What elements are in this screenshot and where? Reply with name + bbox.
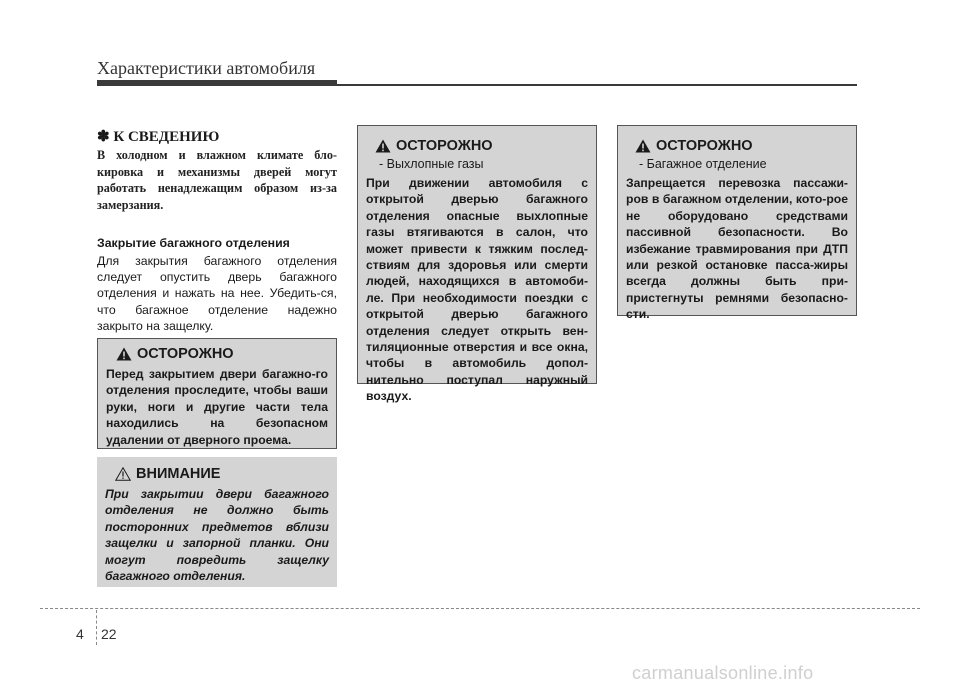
warning-box-exhaust: [357, 125, 597, 404]
warning-box-hands: [97, 338, 337, 449]
warning-passengers-text: Запрещается перевозка пассажи-ров в багажном отделении, кото-рое не оборудовано средствами пассивной безопасности. Во избежание травмирования при ДТП или резкой остановке пасса-жиры всегда должны быть при-пристегнуты ремнями безопасно-сти.: [626, 176, 848, 322]
warning-hands-title: ОСТОРОЖНО: [137, 346, 234, 362]
warning-passengers-title: ОСТОРОЖНО: [656, 138, 753, 154]
header-rule-thick: [97, 80, 337, 86]
warning-exhaust-text: При движении автомобиля с открытой дверью багажного отделения опасные выхлопные газы втягиваются в салон, что может привести к тяжким послед-ствиям для здоровья или смерти людей, находящихся в автомоби-ле. При необходимости поездки с открытой дверью багажного отделения следует открыть вен-тиляционные отверстия и все окна, чтобы в автомобиль допол-нительно поступал наружный воздух.: [366, 176, 588, 404]
footer-page-number: 22: [101, 626, 117, 642]
info-note-title: ✽ К СВЕДЕНИЮ: [97, 129, 220, 145]
warning-triangle-icon: [375, 139, 391, 153]
footer-dashed-rule: [40, 608, 920, 609]
warning-hands-text: Перед закрытием двери багажно-го отделения проследите, чтобы ваши руки, ноги и другие части тела находились на безопасном удалении от дверного проема.: [106, 367, 328, 447]
caution-latch-title: ВНИМАНИЕ: [136, 466, 221, 482]
warning-passengers-subtitle: - Багажное отделение: [639, 157, 767, 171]
caution-latch-text: При закрытии двери багажного отделения не должно быть посторонних предметов вблизи защелки и запорной планки. Они могут повредить защелку багажного отделения.: [105, 487, 329, 584]
warning-triangle-icon: [116, 347, 132, 361]
caution-triangle-icon: [115, 467, 131, 481]
info-note-text: В холодном и влажном климате бло-кировка и механизмы дверей могут работать ненадлежащим образом из-за замерзания.: [97, 148, 337, 212]
trunk-closing-text: Для закрытия багажного отделения следует опустить дверь багажного отделения и нажать на нее. Убедить-ся, что багажное отделение надежно закрыто на защелку.: [97, 254, 337, 333]
page-header-title: Характеристики автомобиля: [97, 58, 316, 78]
warning-exhaust-title: ОСТОРОЖНО: [396, 138, 493, 154]
warning-exhaust-subtitle: - Выхлопные газы: [379, 157, 484, 171]
footer-divider: [96, 610, 97, 645]
header-rule-thin: [337, 84, 857, 86]
warning-box-passengers: [617, 125, 857, 322]
footer-chapter-number: 4: [76, 626, 84, 642]
warning-triangle-icon: [635, 139, 651, 153]
watermark-text: carmanualsonline.info: [632, 663, 814, 683]
trunk-closing-heading: Закрытие багажного отделения: [97, 236, 290, 250]
caution-box-latch: [97, 457, 337, 587]
